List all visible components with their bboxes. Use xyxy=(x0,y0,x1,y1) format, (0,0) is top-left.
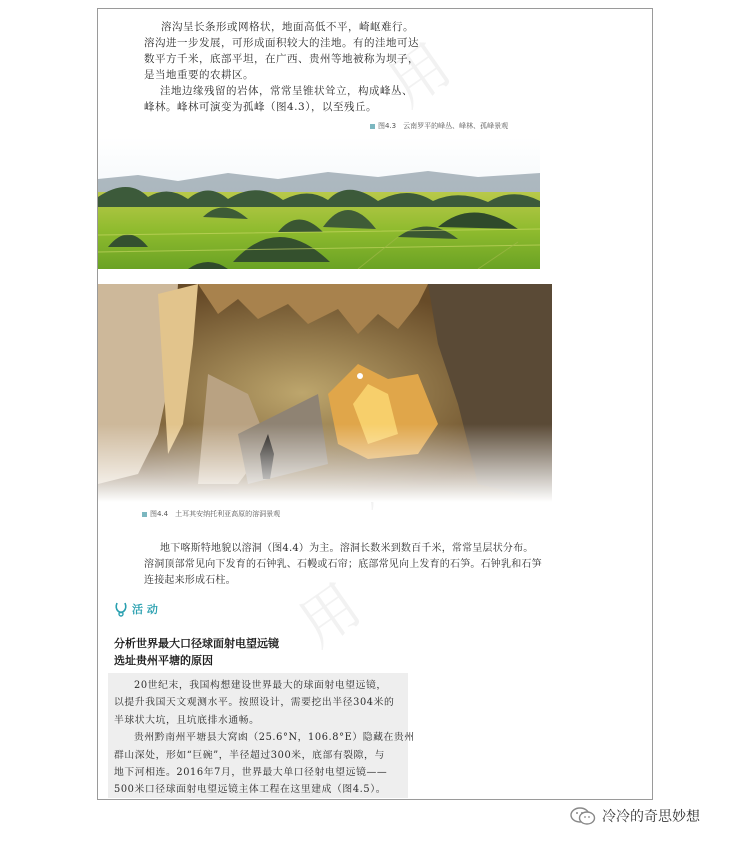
watermark: 用 xyxy=(286,570,374,660)
brand-name: 冷冷的奇思妙想 xyxy=(602,809,700,825)
figure-4-3-caption: 图4.3 云南罗平的峰丛、峰林、孤峰景观 xyxy=(370,121,508,131)
activity-text: 20世纪末，我国构想建设世界最大的球面射电望远镜， 以提升我国天文观测水平。按照设计，需要挖出半径304米的 半球状大坑，且坑底排水通畅。 贵州黔南州平塘县大窝凼（25.6°N，106.8°E）隐藏在贵州 群山深处，形如“巨碗”，半径超过300米，底部有裂隙，与 地下河相连。2016年7月，世界最大单口径射电望远镜—— 500米口径球面射电望远镜主体工程在这里建成（图4.5）。 xyxy=(114,680,415,796)
figure-4-3-image xyxy=(98,137,540,269)
caption-marker-icon xyxy=(142,512,147,517)
activity-label: 活 动 xyxy=(114,601,158,617)
paragraph-4: 地下喀斯特地貌以溶洞（图4.4）为主。溶洞长数米到数百千米，常常呈层状分布。 溶洞顶部常见向下发育的石钟乳、石幔或石帘；底部常见向上发育的石笋。石钟乳和石笋 连接起来形成石柱。 xyxy=(144,543,542,586)
watermark: 用 xyxy=(376,30,464,120)
wechat-icon xyxy=(570,807,596,825)
paragraph-2: 溶沟进一步发展，可形成面积较大的洼地。有的洼地可达 数平方千米，底部平坦，在广西、贵州等地被称为坝子， 是当地重要的农耕区。 xyxy=(144,37,419,81)
figure-4-4-image xyxy=(98,284,552,502)
activity-title: 分析世界最大口径球面射电望远镜 选址贵州平塘的原因 xyxy=(114,637,279,667)
paragraph-1: 溶沟呈长条形或网格状，地面高低不平，崎岖难行。 xyxy=(161,21,414,33)
activity-icon xyxy=(114,601,128,617)
caption-marker-icon xyxy=(370,124,375,129)
wechat-brand xyxy=(570,806,700,826)
paragraph-3: 洼地边缘残留的岩体，常常呈锥状耸立，构成峰丛、 峰林。峰林可演变为孤峰（图4.3），以至残丘。 xyxy=(144,85,413,113)
textbook-page xyxy=(97,8,653,800)
figure-4-4-caption: 图4.4 土耳其安纳托利亚高原的溶洞景观 xyxy=(142,509,280,519)
